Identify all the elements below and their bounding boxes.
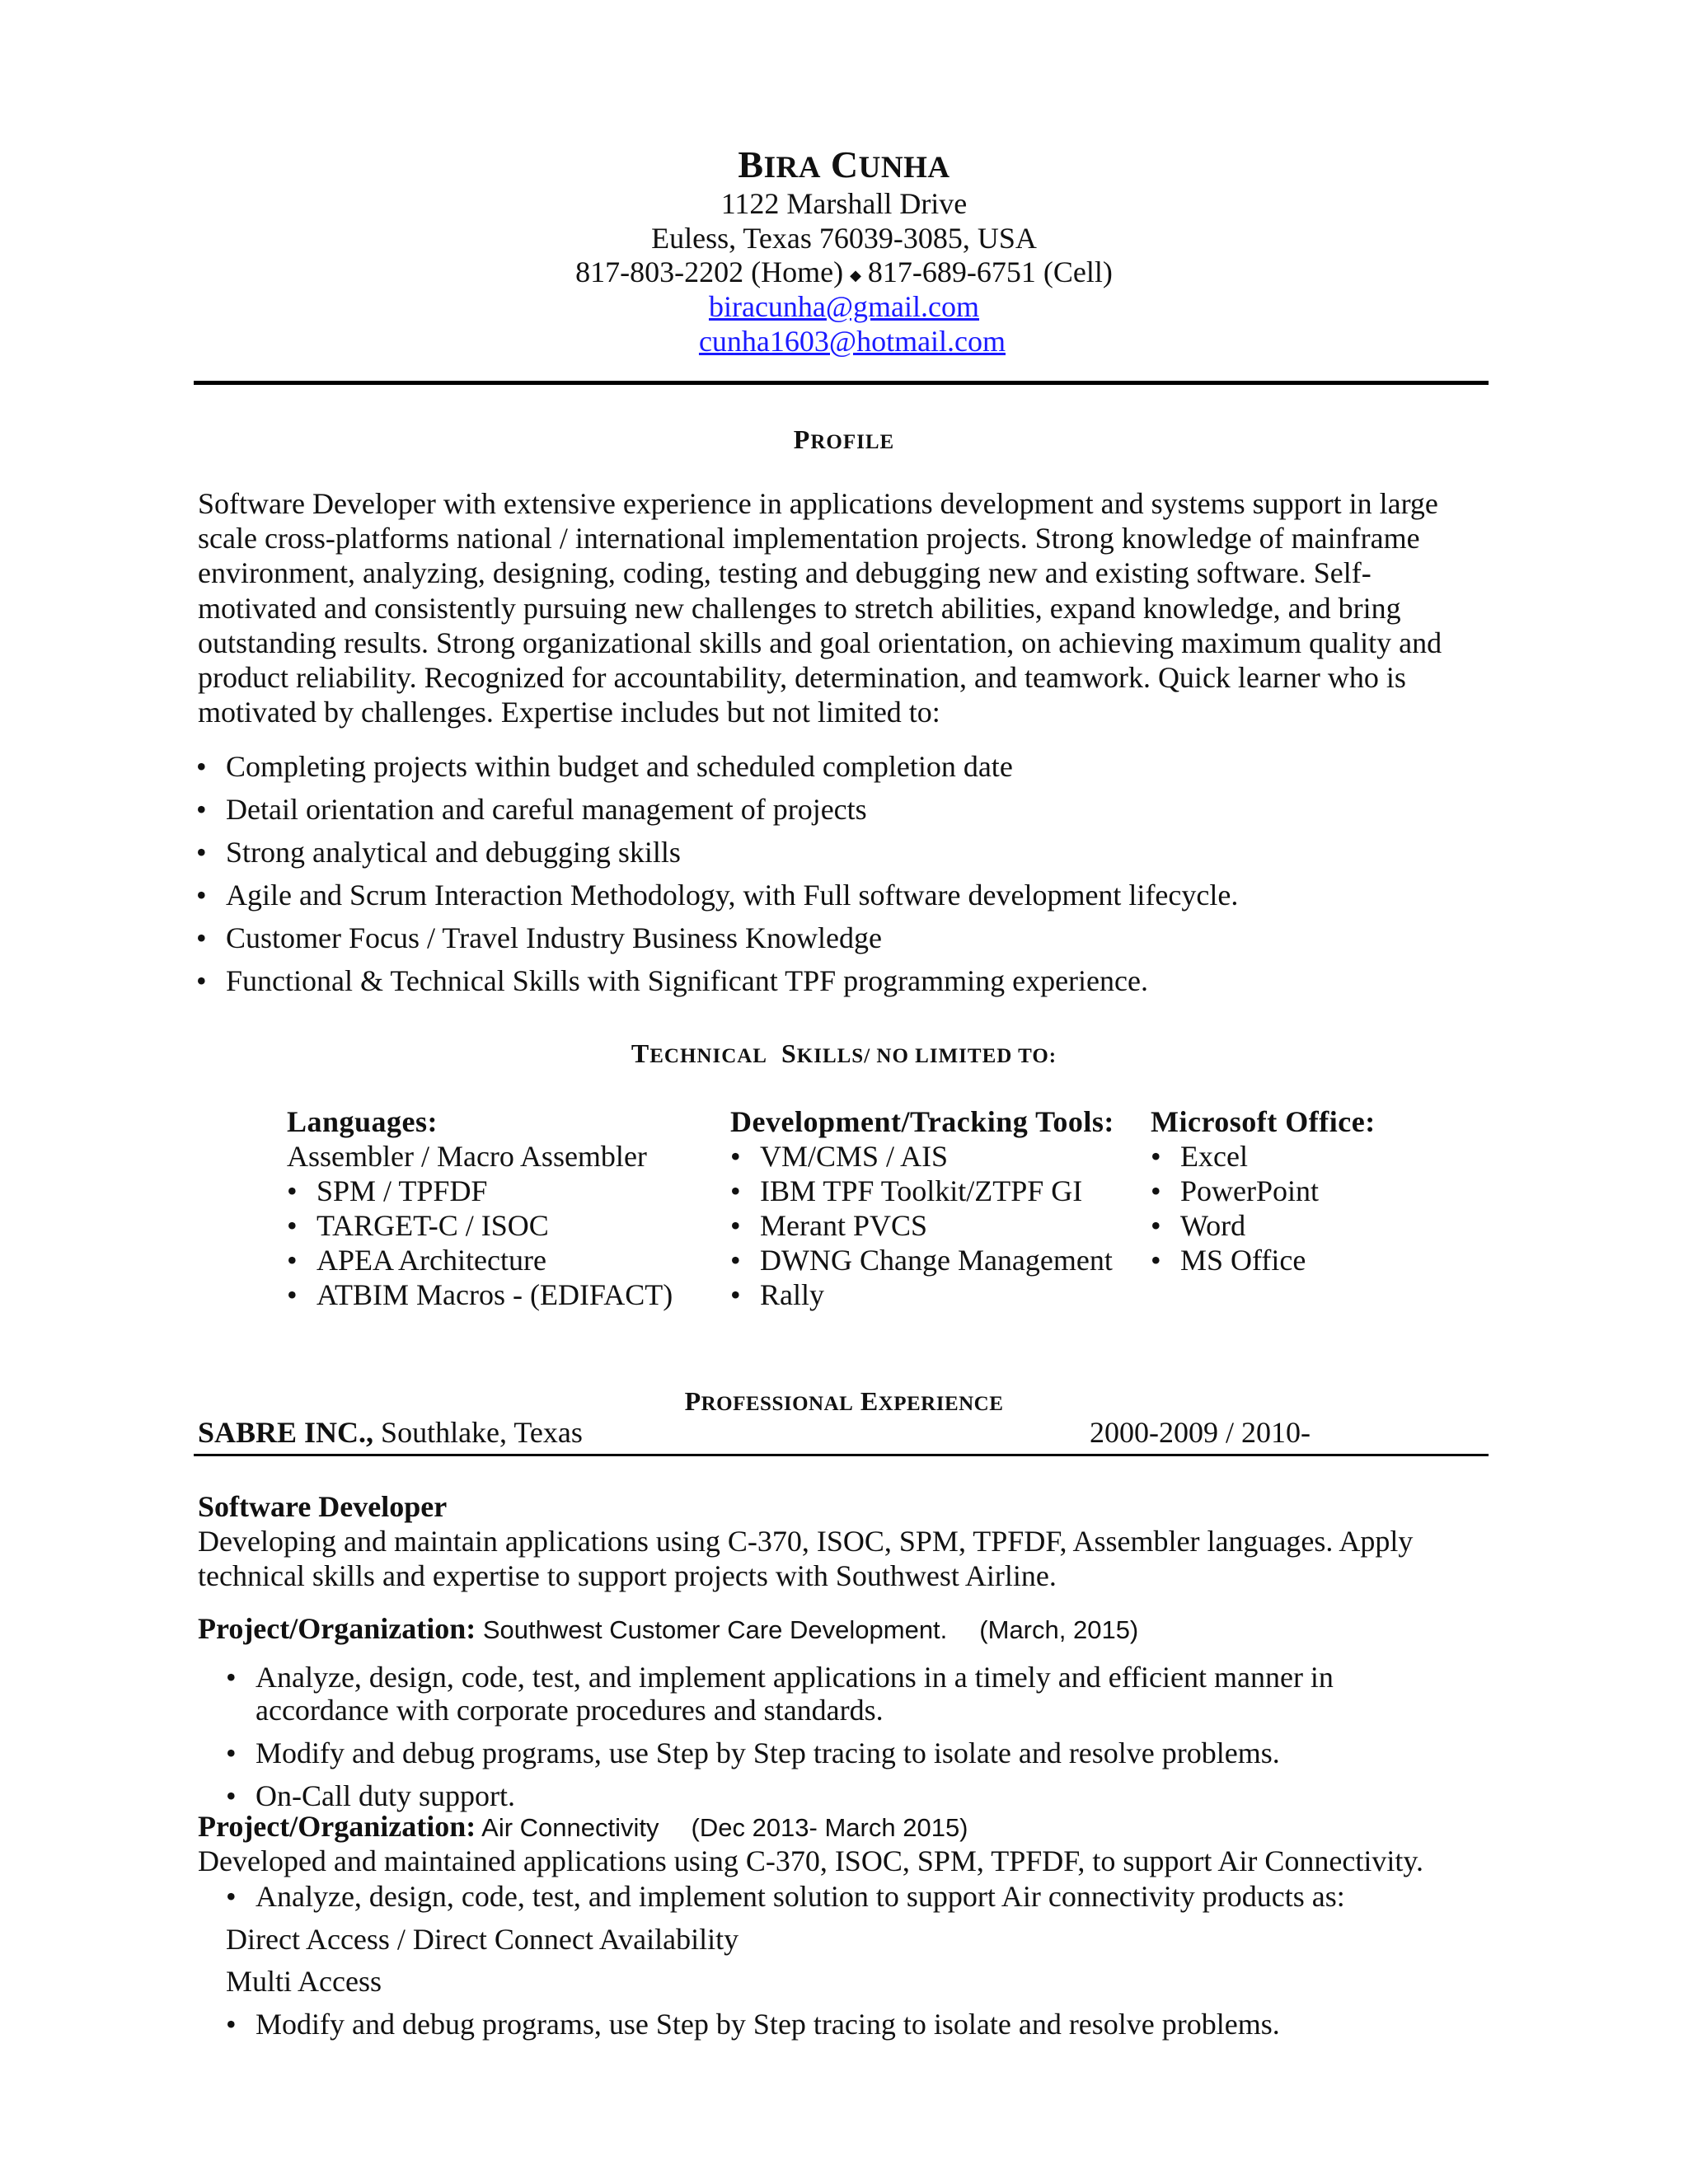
list-item: • Modify and debug programs, use Step by Step tracing to isolate and resolve problems.	[226, 2007, 1280, 2041]
skills-office-column	[1151, 1104, 1376, 1277]
company-name: SABRE INC.,	[198, 1416, 374, 1449]
project2-plain-item: Direct Access / Direct Connect Availability	[226, 1923, 739, 1956]
header-divider	[194, 381, 1489, 385]
experience-heading-initial2: E	[860, 1386, 879, 1416]
profile-line: scale cross-platforms national / international implementation projects. Strong knowledge of mainframe	[198, 522, 1420, 555]
list-item: • On-Call duty support.	[226, 1779, 1334, 1812]
profile-heading	[0, 423, 1688, 459]
name-rest-first: IRA	[763, 151, 821, 185]
project1-list	[226, 1661, 1334, 1812]
list-item: • Excel	[1151, 1139, 1376, 1174]
list-item	[226, 1661, 1334, 1727]
experience-heading-initial1: P	[684, 1386, 701, 1416]
tools-title: Development/Tracking Tools:	[730, 1105, 1114, 1138]
list-item: • SPM / TPFDF	[287, 1174, 673, 1208]
languages-title: Languages:	[287, 1105, 438, 1138]
list-item: • Analyze, design, code, test, and implement solution to support Air connectivity products as:	[226, 1879, 1345, 1914]
skills-heading-rest3: / NO LIMITED TO:	[864, 1045, 1057, 1067]
office-title: Microsoft Office:	[1151, 1105, 1376, 1138]
profile-line: environment, analyzing, designing, coding, testing and debugging new and existing software. Self-	[198, 556, 1372, 590]
role-title: Software Developer	[198, 1490, 448, 1523]
experience-divider	[194, 1454, 1489, 1456]
profile-heading-rest: ROFILE	[810, 431, 895, 453]
role-description-line: technical skills and expertise to support projects with Southwest Airline.	[198, 1559, 1057, 1592]
list-item: • Agile and Scrum Interaction Methodology, with Full software development lifecycle.	[196, 874, 1238, 916]
profile-line: Software Developer with extensive experience in applications development and systems support in large	[198, 487, 1438, 520]
email-link-hotmail[interactable]: cunha1603@hotmail.com	[698, 325, 1006, 358]
list-item: • Modify and debug programs, use Step by Step tracing to isolate and resolve problems.	[226, 1736, 1334, 1769]
email-line1	[0, 289, 1688, 324]
list-item: • Detail orientation and careful management of projects	[196, 788, 1238, 831]
skills-tools-column	[730, 1104, 1114, 1312]
project1-name: Southwest Customer Care Development.	[476, 1615, 948, 1644]
list-item: • Completing projects within budget and scheduled completion date	[196, 745, 1238, 788]
project2-header	[198, 1809, 968, 1845]
employer-line	[198, 1415, 583, 1450]
skills-heading-initial2: S	[781, 1038, 797, 1068]
skills-languages-column	[287, 1104, 673, 1312]
role-description-line: Developing and maintain applications using C-370, ISOC, SPM, TPFDF, Assembler languages. Apply	[198, 1525, 1414, 1558]
languages-list	[287, 1174, 673, 1312]
profile-line: outstanding results. Strong organizational skills and goal orientation, on achieving maximum quality and	[198, 626, 1442, 659]
project1-bullet1-line2: accordance with corporate procedures and standards.	[256, 1694, 884, 1727]
address-line1: 1122 Marshall Drive	[720, 187, 968, 220]
profile-heading-initial: P	[793, 424, 811, 454]
skills-heading	[0, 1037, 1688, 1073]
project2-plain-item: Multi Access	[226, 1965, 382, 1998]
languages-plain-item: Assembler / Macro Assembler	[287, 1140, 647, 1173]
skills-heading-rest2: KILLS	[796, 1045, 865, 1067]
profile-line: motivated and consistently pursuing new challenges to stretch abilities, expand knowledge, and bring	[198, 591, 1401, 625]
candidate-name	[0, 142, 1688, 191]
phone-cell: 817-689-6751 (Cell)	[867, 255, 1113, 288]
profile-paragraph	[198, 486, 1442, 729]
profile-line: motivated by challenges. Expertise includes but not limited to:	[198, 696, 940, 729]
list-item: • TARGET-C / ISOC	[287, 1208, 673, 1243]
project1-date: (March, 2015)	[979, 1615, 1139, 1644]
project2-list2	[226, 2007, 1280, 2041]
name-initial-first: B	[738, 143, 764, 185]
project1-header	[198, 1611, 1138, 1647]
list-item: • PowerPoint	[1151, 1174, 1376, 1208]
email-link-gmail[interactable]: biracunha@gmail.com	[708, 290, 980, 323]
project1-bullet1-line1: Analyze, design, code, test, and implement applications in a timely and efficient manner in	[256, 1661, 1334, 1694]
name-rest-last: UNHA	[858, 151, 950, 185]
list-item: • Functional & Technical Skills with Significant TPF programming experience.	[196, 959, 1238, 1002]
project2-name: Air Connectivity	[476, 1813, 659, 1842]
skills-heading-initial1: T	[631, 1038, 650, 1068]
project2-list1	[226, 1879, 1345, 1914]
experience-heading-rest1: ROFESSIONAL	[701, 1393, 854, 1415]
skills-heading-rest1: ECHNICAL	[649, 1045, 767, 1067]
diamond-separator-icon: ◆	[850, 266, 861, 284]
address-line2: Euless, Texas 76039-3085, USA	[651, 222, 1037, 255]
list-item: • Customer Focus / Travel Industry Business Knowledge	[196, 916, 1238, 959]
name-initial-last: C	[830, 143, 859, 185]
list-item: • Word	[1151, 1208, 1376, 1243]
employment-dates: 2000-2009 / 2010-	[1090, 1416, 1311, 1449]
project1-label: Project/Organization:	[198, 1612, 476, 1645]
list-item: • Merant PVCS	[730, 1208, 1114, 1243]
project2-description: Developed and maintained applications using C-370, ISOC, SPM, TPFDF, to support Air Connectivity.	[198, 1844, 1424, 1877]
company-location: Southlake, Texas	[373, 1416, 583, 1449]
email-line2	[0, 324, 1688, 359]
office-list	[1151, 1139, 1376, 1277]
profile-line: product reliability. Recognized for accountability, determination, and teamwork. Quick learner who is	[198, 661, 1406, 695]
list-item: • Strong analytical and debugging skills	[196, 831, 1238, 874]
project2-label: Project/Organization:	[198, 1810, 476, 1843]
phone-home: 817-803-2202 (Home)	[575, 255, 844, 288]
tools-list	[730, 1139, 1114, 1312]
list-item: • MS Office	[1151, 1243, 1376, 1277]
project2-date: (Dec 2013- March 2015)	[691, 1813, 968, 1842]
list-item: • APEA Architecture	[287, 1243, 673, 1277]
experience-heading-rest2: XPERIENCE	[878, 1393, 1004, 1415]
expertise-list	[196, 745, 1238, 1002]
list-item: • ATBIM Macros - (EDIFACT)	[287, 1277, 673, 1312]
list-item: • IBM TPF Toolkit/ZTPF GI	[730, 1174, 1114, 1208]
list-item: • VM/CMS / AIS	[730, 1139, 1114, 1174]
phone-line	[0, 255, 1688, 293]
list-item: • DWNG Change Management	[730, 1243, 1114, 1277]
list-item: • Rally	[730, 1277, 1114, 1312]
